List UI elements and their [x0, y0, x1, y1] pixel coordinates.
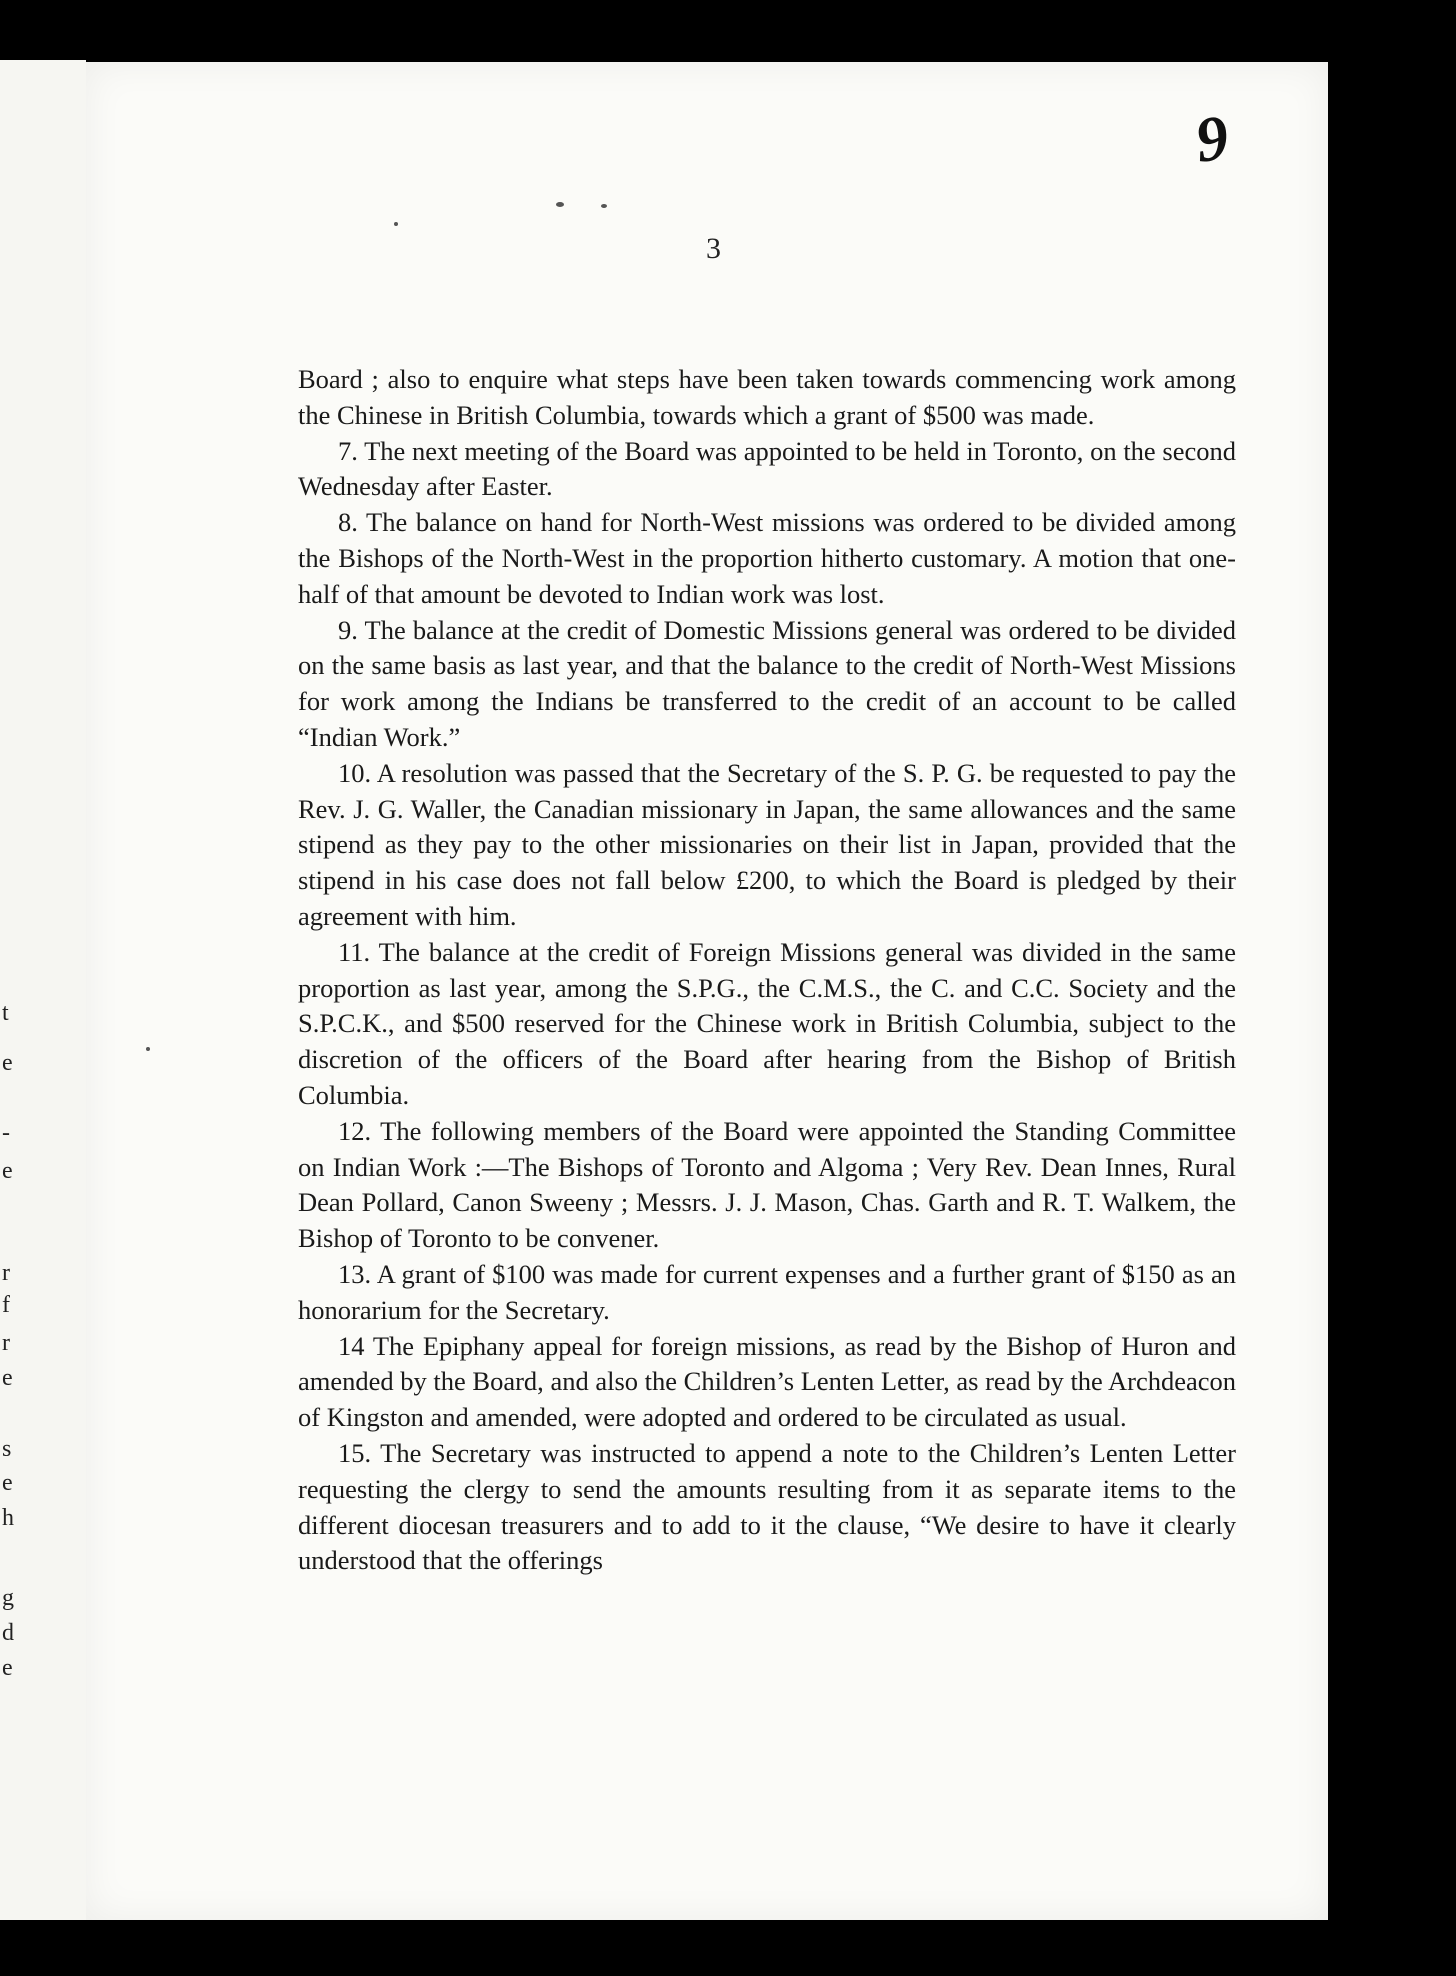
margin-letter: e	[2, 1050, 13, 1076]
paragraph-item-11: 11. The balance at the credit of Foreign Missions general was divided in the same proportion as last year, among the S.P.G., the C.M.S., the C. and C.C. Society and the S.P.C.K., and $500 reserved for the Chinese work in British Columbia, subject to the discretion of the officers of the Board after hearing from the Bishop of British Columbia.	[298, 936, 1236, 1110]
margin-letter: e	[2, 1365, 13, 1391]
handwritten-page-mark: 9	[1191, 101, 1233, 176]
document-page	[86, 62, 1328, 1920]
margin-letter: e	[2, 1655, 13, 1681]
paragraph-item-9: 9. The balance at the credit of Domestic Missions general was ordered to be divided on the same basis as last year, and that the balance to the credit of North-West Missions for work among the Indians be transferred to the credit of an account to be called “Indian Work.”	[298, 614, 1236, 752]
page-number: 3	[706, 232, 721, 265]
ink-speck	[601, 204, 607, 208]
ink-speck	[556, 202, 564, 207]
paragraph-item-12: 12. The following members of the Board were appointed the Standing Committee on Indian Work :—The Bishops of Toronto and Algoma ; Very Rev. Dean Innes, Rural Dean Pollard, Canon Sweeny ; Messrs. J. J. Mason, Chas. Garth and R. T. Walkem, the Bishop of Toronto to be convener.	[298, 1115, 1236, 1254]
paragraph-item-14: 14 The Epiphany appeal for foreign missions, as read by the Bishop of Huron and amended by the Board, and also the Children’s Lenten Letter, as read by the Archdeacon of Kingston and amended, were adopted and ordered to be circulated as usual.	[298, 1330, 1236, 1433]
paragraph-item-13: 13. A grant of $100 was made for current expenses and a further grant of $150 as an honorarium for the Secretary.	[298, 1258, 1236, 1325]
paragraph-item-15: 15. The Secretary was instructed to append a note to the Children’s Lenten Letter requesting the clergy to send the amounts resulting from it as separate items to the different diocesan treasurers and to add to it the clause, “We desire to have it clearly understood that the offerings	[298, 1437, 1236, 1576]
paragraph-item-7: 7. The next meeting of the Board was appointed to be held in Toronto, on the second Wednesday after Easter.	[298, 435, 1236, 502]
paragraph-item-10: 10. A resolution was passed that the Secretary of the S. P. G. be requested to pay the Rev. J. G. Waller, the Canadian missionary in Japan, the same allowances and the same stipend as they pay to the other missionaries on their list in Japan, provided that the stipend in his case does not fall below £200, to which the Board is pledged by their agreement with him.	[298, 757, 1236, 931]
ink-speck	[394, 222, 398, 226]
margin-letter: r	[2, 1330, 10, 1356]
margin-letter: h	[2, 1505, 14, 1531]
margin-letter: f	[2, 1292, 10, 1318]
margin-letter: e	[2, 1470, 13, 1496]
margin-letter: g	[2, 1585, 14, 1611]
margin-letter: -	[2, 1120, 10, 1146]
paragraph: Board ; also to enquire what steps have been taken towards commencing work among the Chinese in British Columbia, towards which a grant of $500 was made.	[298, 364, 1236, 430]
margin-letter: d	[2, 1620, 14, 1646]
margin-letter: r	[2, 1260, 10, 1286]
ink-speck	[146, 1047, 150, 1051]
adjacent-page-letters	[0, 60, 40, 1920]
adjacent-page-strip	[0, 60, 86, 1920]
body-text	[298, 362, 1236, 1579]
margin-letter: t	[2, 1000, 9, 1026]
margin-letter: s	[2, 1436, 12, 1462]
margin-letter: e	[2, 1158, 13, 1184]
paragraph-item-8: 8. The balance on hand for North-West missions was ordered to be divided among the Bishops of the North-West in the proportion hitherto customary. A motion that one-half of that amount be devoted to Indian work was lost.	[298, 507, 1236, 609]
